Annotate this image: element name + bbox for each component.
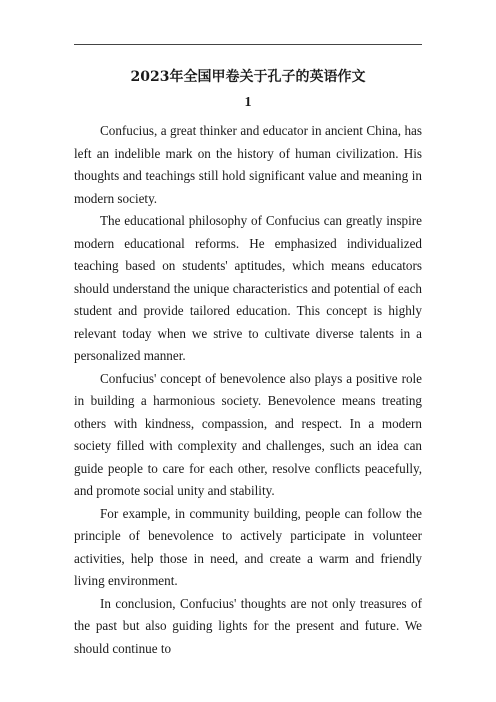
document-title: 2023年全国甲卷关于孔子的英语作文 xyxy=(130,69,366,85)
paragraph-education: The educational philosophy of Confucius can greatly inspire modern educational reforms. He emphasized individualized teaching based on students' aptitudes, which means educators should understand the unique characteristics and potential of each student and provide tailored education. This concept is highly relevant today when we strive to cultivate diverse talents in a personalized manner. xyxy=(74,213,422,363)
header-rule xyxy=(74,44,422,45)
paragraph-conclusion: In conclusion, Confucius' thoughts are not only treasures of the past but also guiding lights for the present and future. We should continue to xyxy=(74,595,422,656)
document-body xyxy=(74,66,422,660)
section-number: 1 xyxy=(244,95,252,110)
paragraph-intro: Confucius, a great thinker and educator in ancient China, has left an indelible mark on the history of human civilization. His thoughts and teachings still hold significant value and meaning in modern society. xyxy=(74,123,422,206)
paragraph-benevolence: Confucius' concept of benevolence also plays a positive role in building a harmonious society. Benevolence means treating others with kindness, compassion, and respect. In a modern society filled with complexity and challenges, such an idea can guide people to care for each other, resolve conflicts peacefully, and promote social unity and stability. xyxy=(74,370,422,498)
paragraph-example: For example, in community building, people can follow the principle of benevolence to actively participate in volunteer activities, help those in need, and create a warm and friendly living environment. xyxy=(74,505,422,588)
